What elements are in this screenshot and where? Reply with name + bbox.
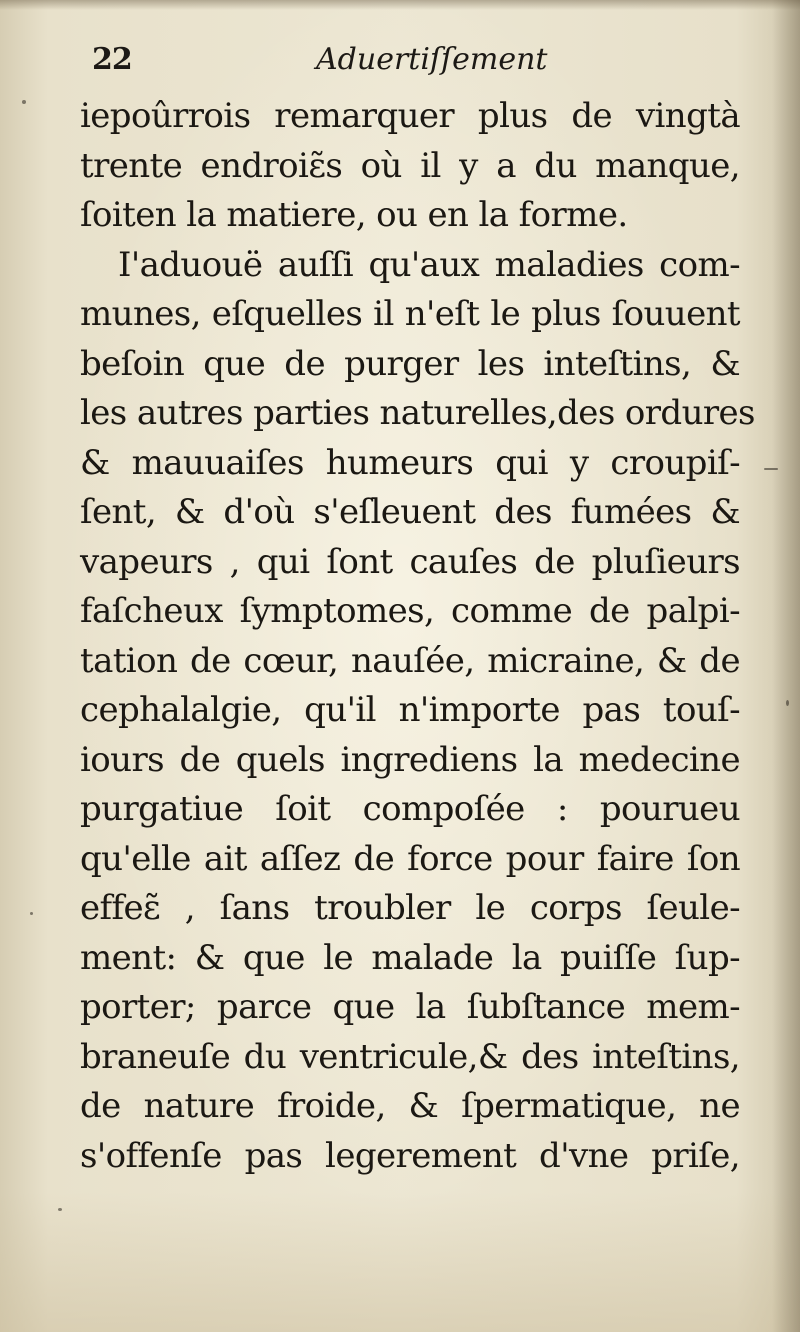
text-line: de nature froide, & ſpermatique, ne [80, 1086, 740, 1126]
text-line: & mauuaiſes humeurs qui y croupiſ- [80, 442, 740, 483]
text-line: s'offenſe pas legerement d'vne priſe, [80, 1135, 740, 1176]
text-line: tation de cœur, nauſée, micraine, & de [80, 640, 740, 681]
ink-speck [58, 1208, 62, 1211]
text-line: vapeurs , qui ſont cauſes de pluſieurs [80, 541, 740, 582]
text-line: iours de quels ingrediens la medecine [80, 739, 740, 780]
ink-speck [764, 468, 778, 470]
running-title: Aduertiſſement [316, 42, 548, 77]
running-head [92, 40, 572, 90]
text-line: effeɛ̃ , ſans troubler le corps ſeule- [80, 888, 740, 928]
ink-speck [22, 100, 26, 104]
text-line: trente endroiɛ̃s où il y a du manque, [80, 145, 740, 186]
text-line: ſoiten la matiere, ou en la forme. [80, 195, 628, 235]
ink-speck [786, 700, 789, 706]
page-gutter-shadow [772, 0, 800, 1332]
page-number: 22 [92, 42, 132, 77]
text-line: cephalalgie, qu'il n'importe pas touſ- [80, 690, 740, 730]
text-line: I'aduouë auſſi qu'aux maladies com- [118, 244, 740, 285]
text-line: purgatiue ſoit compoſée : pourueu [80, 789, 740, 829]
text-line: iepoûrrois remarquer plus de vingtà [80, 96, 740, 136]
text-line: beſoin que de purger les inteſtins, & [80, 343, 740, 384]
page-top-edge [0, 0, 800, 10]
text-line: les autres parties naturelles,des ordures [80, 393, 755, 433]
ink-speck [30, 912, 33, 915]
text-line: porter; parce que la ſubſtance mem- [80, 987, 740, 1027]
body-text [80, 92, 755, 1181]
text-line: munes, eſquelles il n'eſt le plus ſouuent [80, 294, 740, 334]
text-line: ment: & que le malade la puiſſe ſup- [80, 937, 740, 978]
text-line: qu'elle ait aſſez de force pour faire ſon [80, 838, 740, 879]
text-line: faſcheux ſymptomes, comme de palpi- [80, 591, 740, 631]
text-line: ſent, & d'où s'eſleuent des fumées & [80, 492, 740, 532]
text-line: braneuſe du ventricule,& des inteſtins, [80, 1036, 740, 1077]
